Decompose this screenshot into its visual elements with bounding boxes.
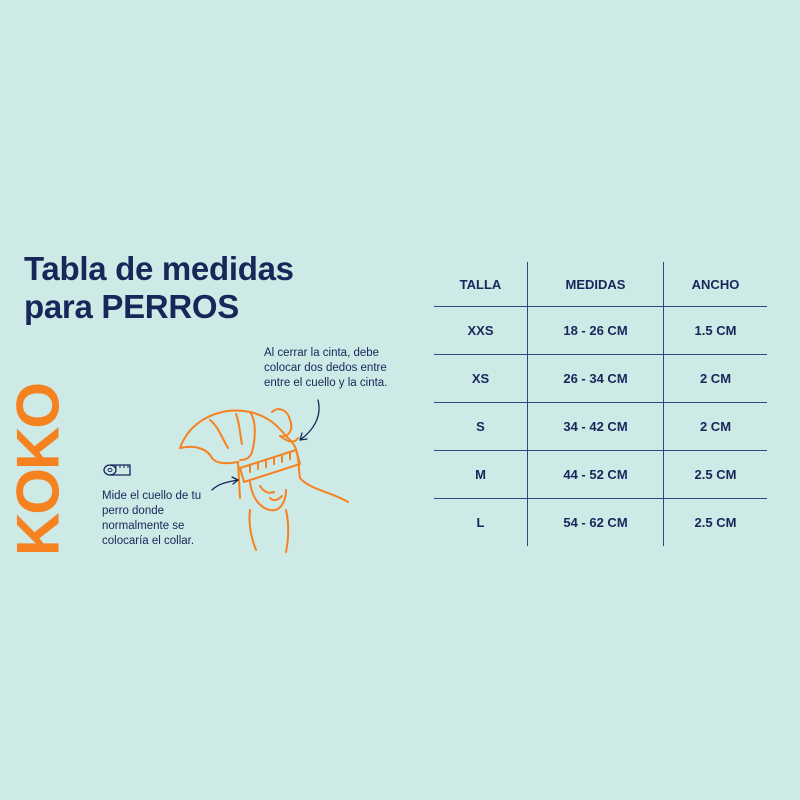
cell-width: 2.5 CM — [664, 451, 768, 499]
size-table — [434, 262, 767, 546]
cell-measure: 18 - 26 CM — [528, 307, 664, 355]
brand-logo — [4, 380, 72, 560]
note-fit: Al cerrar la cinta, debe colocar dos dedos entre entre el cuello y la cinta. — [264, 347, 388, 389]
page-title — [24, 250, 294, 326]
header-talla: TALLA — [459, 276, 502, 292]
header-ancho: ANCHO — [664, 262, 768, 307]
dog-neck-measuring-illustration — [100, 380, 350, 560]
cell-size: M — [434, 451, 528, 499]
cell-measure: 26 - 34 CM — [528, 355, 664, 403]
table-row — [434, 403, 767, 451]
cell-measure: 34 - 42 CM — [528, 403, 664, 451]
table-row — [434, 499, 767, 547]
cell-width: 2 CM — [664, 355, 768, 403]
cell-width: 2.5 CM — [664, 499, 768, 547]
cell-measure: 54 - 62 CM — [528, 499, 664, 547]
cell-size: L — [434, 499, 528, 547]
note-measure: Mide el cuello de tu perro donde normalmente se colocaría el collar. — [102, 490, 202, 547]
cell-width: 2 CM — [664, 403, 768, 451]
cell-width: 1.5 CM — [664, 307, 768, 355]
header-medidas: MEDIDAS — [528, 262, 664, 307]
table-row — [434, 451, 767, 499]
title-line-1: Tabla de medidas — [24, 250, 294, 287]
brand-text: KOKO — [4, 384, 72, 556]
table-row — [434, 355, 767, 403]
cell-size: XS — [434, 355, 528, 403]
table-header-row — [434, 262, 767, 307]
cell-size: S — [434, 403, 528, 451]
cell-measure: 44 - 52 CM — [528, 451, 664, 499]
title-line-2: para PERROS — [24, 288, 239, 325]
table-row — [434, 307, 767, 355]
cell-size: XXS — [434, 307, 528, 355]
